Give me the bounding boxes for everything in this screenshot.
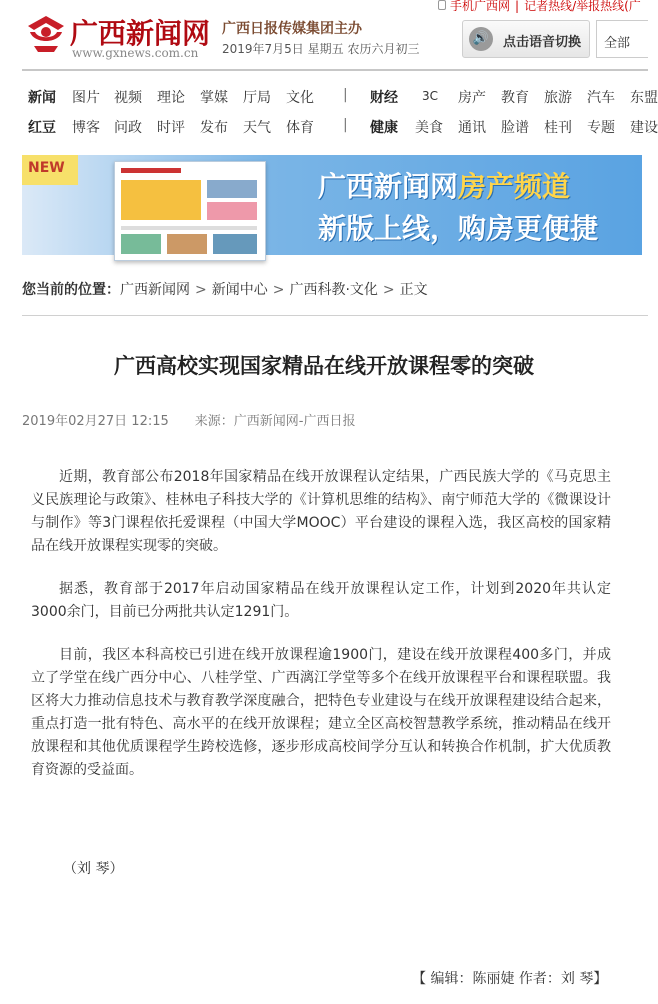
speaker-icon: 🔊 xyxy=(469,27,493,51)
chevron-right-icon: > xyxy=(195,282,207,298)
breadcrumb-sci-edu-culture[interactable]: 广西科教·文化 xyxy=(289,282,378,298)
nav-item-inquiry[interactable]: 问政 xyxy=(114,120,142,136)
real-estate-banner[interactable] xyxy=(22,155,642,255)
brand-name: 广西新闻网 xyxy=(70,17,211,50)
article-paragraph: 据悉，教育部于2017年启动国家精品在线开放课程认定工作，计划到2020年共认定3000余门，目前已分两批共认定1291门。 xyxy=(31,581,611,620)
nav-item-weather[interactable]: 天气 xyxy=(243,120,271,136)
nav-item-travel[interactable]: 旅游 xyxy=(544,90,572,106)
nav-item-video[interactable]: 视频 xyxy=(114,90,142,106)
nav-item-departments[interactable]: 厅局 xyxy=(243,90,271,106)
nav-item-3c[interactable]: 3C xyxy=(422,89,439,103)
search-scope-value: 全部 xyxy=(604,36,631,51)
nav-item-photos[interactable]: 图片 xyxy=(72,90,100,106)
nav-item-health[interactable]: 健康 xyxy=(370,120,398,136)
nav-item-gui-magazine[interactable]: 桂刊 xyxy=(544,120,572,136)
link-separator: | xyxy=(515,0,520,13)
phone-icon xyxy=(438,0,446,10)
breadcrumb-news-center[interactable]: 新闻中心 xyxy=(211,282,268,298)
nav-item-asean[interactable]: 东盟 xyxy=(630,90,658,106)
nav-item-release[interactable]: 发布 xyxy=(200,120,228,136)
top-links xyxy=(438,0,648,12)
nav-item-construction[interactable]: 建设 xyxy=(630,120,658,136)
nav-item-hongdou[interactable]: 红豆 xyxy=(28,120,56,136)
nav-item-commentary[interactable]: 时评 xyxy=(157,120,185,136)
nav-item-theory[interactable]: 理论 xyxy=(157,90,185,106)
breadcrumb xyxy=(22,279,428,299)
nav-item-education[interactable]: 教育 xyxy=(501,90,529,106)
banner-headline xyxy=(318,165,570,205)
sponsor-text: 广西日报传媒集团主办 xyxy=(222,21,362,37)
nav-separator: | xyxy=(343,117,348,133)
voice-switch-label: 点击语音切换 xyxy=(503,35,582,50)
banner-site-name: 广西新闻网 xyxy=(318,170,459,203)
banner-screenshot-image xyxy=(114,161,266,261)
nav-item-culture[interactable]: 文化 xyxy=(286,90,314,106)
article-byline: （刘 琴） xyxy=(63,861,124,877)
nav-item-auto[interactable]: 汽车 xyxy=(587,90,615,106)
article-meta xyxy=(22,410,355,429)
breadcrumb-label: 您当前的位置： xyxy=(22,282,120,298)
logo-emblem-icon xyxy=(24,14,68,54)
breadcrumb-divider xyxy=(22,315,648,316)
nav-item-sports[interactable]: 体育 xyxy=(286,120,314,136)
chevron-right-icon: > xyxy=(272,282,285,298)
hotline-link[interactable]: 记者热线/举报热线(广 xyxy=(524,0,641,13)
article-body xyxy=(31,466,611,802)
article-title: 广西高校实现国家精品在线开放课程零的突破 xyxy=(114,354,534,378)
nav-item-food[interactable]: 美食 xyxy=(415,120,443,136)
editor-author-line: 【 编辑：陈丽婕 作者：刘 琴】 xyxy=(412,971,608,987)
banner-subheadline: 新版上线，购房更便捷 xyxy=(318,212,599,245)
brand-url: www.gxnews.com.cn xyxy=(72,46,199,60)
article-paragraph: 目前，我区本科高校已引进在线开放课程逾1900门，建设在线开放课程400多门，并成立了学堂在线广西分中心、八桂学堂、广西漓江学堂等多个在线开放课程平台和课程联盟。我区将大力推动信息技术与教育教学深度融合，把特色专业建设与在线开放课程建设结合起来，重点打造一批有特色、高水平的在线开放课程；建立全区高校智慧教学系统，推动精品在线开放课程和其他优质课程学生跨校选修，逐步形成高校间学分互认和转换合作机制，扩大优质教育资源的受益面。 xyxy=(31,647,611,778)
article-source[interactable]: 来源：广西新闻网-广西日报 xyxy=(194,414,356,429)
mobile-site-link[interactable]: 手机广西网 xyxy=(450,0,511,13)
nav-row-1 xyxy=(22,87,658,109)
current-date: 2019年7月5日 星期五 农历六月初三 xyxy=(222,42,420,56)
article-paragraph: 近期，教育部公布2018年国家精品在线开放课程认定结果，广西民族大学的《马克思主义民族理论与政策》、桂林电子科技大学的《计算机思维的结构》、南宁师范大学的《微课设计与制作》等3门课程依托爱课程（中国大学MOOC）平台建设的课程入选，我区高校的国家精品在线开放课程实现零的突破。 xyxy=(31,469,611,554)
nav-item-topics[interactable]: 专题 xyxy=(587,120,615,136)
article-datetime: 2019年02月27日 12:15 xyxy=(22,414,169,429)
nav-item-blog[interactable]: 博客 xyxy=(72,120,100,136)
new-badge: NEW xyxy=(22,155,78,185)
banner-channel-name: 房产频道 xyxy=(458,170,571,203)
nav-row-2 xyxy=(22,117,658,139)
nav-separator: | xyxy=(343,87,348,103)
nav-item-real-estate[interactable]: 房产 xyxy=(458,90,486,106)
nav-item-finance[interactable]: 财经 xyxy=(370,90,398,106)
chevron-right-icon: > xyxy=(382,282,395,298)
site-logo[interactable] xyxy=(24,14,214,62)
voice-switch-button[interactable] xyxy=(462,20,590,58)
breadcrumb-home[interactable]: 广西新闻网 xyxy=(120,282,190,298)
nav-item-faces[interactable]: 脸谱 xyxy=(501,120,529,136)
nav-item-telecom[interactable]: 通讯 xyxy=(458,120,486,136)
search-scope-select[interactable] xyxy=(596,20,648,58)
nav-divider xyxy=(22,69,648,71)
nav-item-mobile-media[interactable]: 掌媒 xyxy=(200,90,228,106)
nav-item-news[interactable]: 新闻 xyxy=(28,90,56,106)
breadcrumb-current: 正文 xyxy=(399,282,428,298)
